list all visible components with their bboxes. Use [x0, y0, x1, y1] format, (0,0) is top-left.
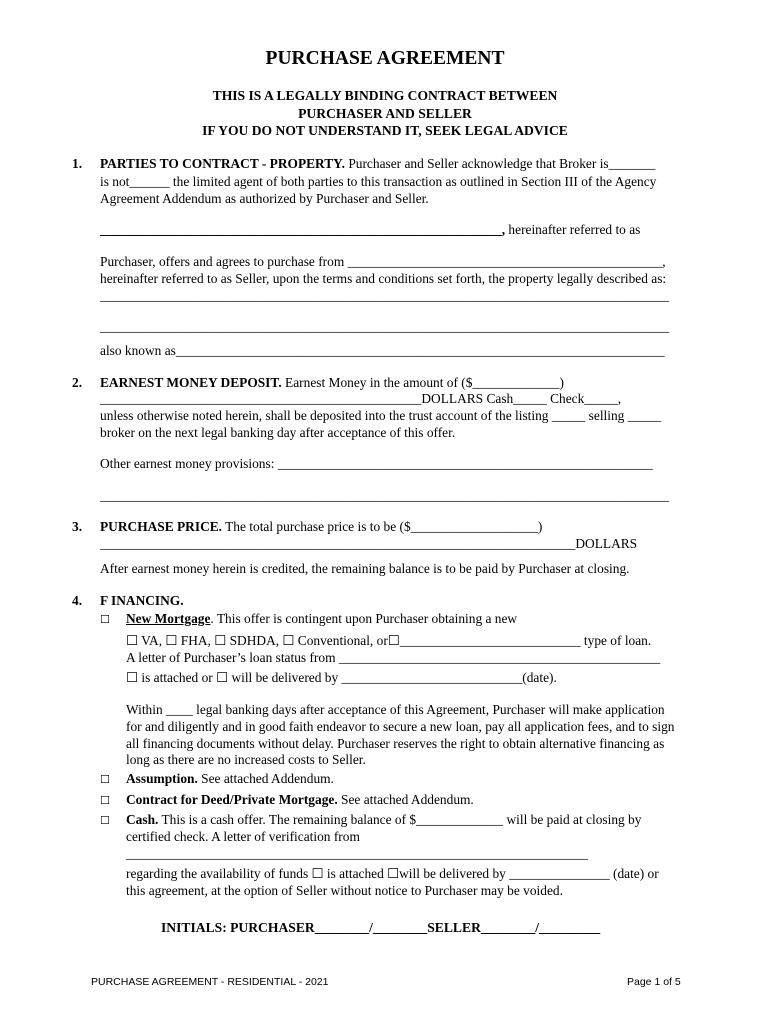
- assumption-checkbox-wrap: [100, 771, 110, 788]
- section-2-number: 2.: [72, 375, 83, 390]
- cash-label: Cash.: [126, 812, 159, 827]
- deed-line: [126, 792, 474, 808]
- earnest-amount-blank[interactable]: Earnest Money in the amount of ($_____________): [281, 375, 564, 390]
- new-mortgage-checkbox[interactable]: ☐: [100, 613, 110, 626]
- loan-status-line[interactable]: A letter of Purchaser’s loan status from ________________________________________________: [126, 650, 661, 665]
- subtitle-line-1: THIS IS A LEGALLY BINDING CONTRACT BETWEEN: [212, 88, 558, 103]
- new-mortgage-desc: . This offer is contingent upon Purchaser obtaining a new: [210, 611, 518, 626]
- deed-checkbox[interactable]: ☐: [100, 794, 110, 807]
- seller-line[interactable]: Purchaser, offers and agrees to purchase from _______________________________________________,: [100, 254, 666, 269]
- section-1-line-2: is not______ the limited agent of both parties to this transaction as outlined in Section III of the Agency: [100, 174, 657, 189]
- assumption-checkbox[interactable]: ☐: [100, 773, 110, 786]
- footer-form-name: PURCHASE AGREEMENT - RESIDENTIAL - 2021: [91, 976, 329, 988]
- section-2-line-1: [100, 375, 564, 391]
- also-known-as-line[interactable]: also known as_________________________________________________________________________: [100, 343, 665, 358]
- financing-heading: F INANCING.: [100, 593, 184, 608]
- section-4-number: 4.: [72, 593, 83, 608]
- subtitle-line-2: PURCHASER AND SELLER: [298, 106, 472, 121]
- section-2-line-4: broker on the next legal banking day after acceptance of this offer.: [100, 425, 456, 440]
- section-3-line-1: [100, 519, 542, 535]
- deed-checkbox-wrap: [100, 792, 110, 809]
- loan-status-delivery[interactable]: ☐ is attached or ☐ will be delivered by ___________________________(date).: [126, 670, 557, 685]
- section-1-text: Purchaser and Seller acknowledge that Broker is_______: [344, 156, 656, 171]
- legal-description-blank-1[interactable]: _____________________________________________________________________________________: [100, 288, 670, 303]
- voided-line: this agreement, at the option of Seller without notice to Purchaser may be voided.: [126, 883, 563, 898]
- within-line-1: Within ____ legal banking days after acceptance of this Agreement, Purchaser will make application: [126, 702, 665, 717]
- section-3-heading: PURCHASE PRICE.: [100, 519, 223, 534]
- new-mortgage-line: [100, 611, 110, 628]
- within-line-3: all financing documents without delay. Purchaser reserves the right to obtain alternative financing as: [126, 736, 665, 751]
- purchase-price-dollars[interactable]: _______________________________________________________________________DOLLARS: [100, 536, 638, 551]
- footer-page-number: Page 1 of 5: [627, 976, 681, 988]
- purchaser-name-line: [100, 222, 640, 238]
- section-1-heading: PARTIES TO CONTRACT - PROPERTY.: [100, 156, 345, 171]
- assumption-text: See attached Addendum.: [197, 771, 334, 786]
- section-1-line-3: Agreement Addendum as authorized by Purchaser and Seller.: [100, 191, 429, 206]
- section-2-heading: EARNEST MONEY DEPOSIT.: [100, 375, 282, 390]
- section-4-heading: [100, 593, 184, 609]
- document-title: PURCHASE AGREEMENT: [265, 48, 505, 69]
- earnest-dollars-line[interactable]: ________________________________________________DOLLARS Cash_____ Check_____,: [100, 391, 622, 406]
- subtitle-line-3: IF YOU DO NOT UNDERSTAND IT, SEEK LEGAL ADVICE: [202, 123, 568, 138]
- funds-availability-line[interactable]: regarding the availability of funds ☐ is attached ☐will be delivered by _______________ (date) or: [126, 866, 659, 881]
- section-2-line-3: unless otherwise noted herein, shall be deposited into the trust account of the listing _____ selling _____: [100, 408, 662, 423]
- section-3-line-3: After earnest money herein is credited, the remaining balance is to be paid by Purchaser at closing.: [100, 561, 630, 576]
- section-1-line-1: [100, 156, 656, 172]
- legal-description-blank-2[interactable]: _____________________________________________________________________________________: [100, 319, 670, 334]
- legal-description-caption: hereinafter referred to as Seller, upon the terms and conditions set forth, the property legally described as:: [100, 271, 667, 286]
- loan-types-line[interactable]: ☐ VA, ☐ FHA, ☐ SDHDA, ☐ Conventional, or☐___________________________ type of loan.: [126, 633, 652, 648]
- cash-verification-blank[interactable]: _____________________________________________________________________: [126, 846, 588, 861]
- assumption-label: Assumption.: [126, 771, 198, 786]
- purchaser-name-caption: hereinafter referred to as: [505, 222, 641, 237]
- assumption-line: [126, 771, 334, 787]
- section-1-number: 1.: [72, 156, 83, 171]
- purchase-price-blank[interactable]: The total purchase price is to be ($___________________): [222, 519, 543, 534]
- cash-checkbox-wrap: [100, 812, 110, 829]
- section-3-number: 3.: [72, 519, 83, 534]
- deed-text: See attached Addendum.: [337, 792, 474, 807]
- purchaser-name-blank[interactable]: ____________________________________________________________,: [100, 222, 506, 237]
- cash-verification-line: certified check. A letter of verification from: [126, 829, 360, 844]
- new-mortgage-label: New Mortgage: [126, 611, 211, 626]
- cash-line: [126, 812, 641, 828]
- other-earnest-blank[interactable]: _____________________________________________________________________________________: [100, 488, 670, 503]
- initials-line[interactable]: INITIALS: PURCHASER________/________SELLER________/_________: [161, 920, 601, 935]
- other-earnest-provisions[interactable]: Other earnest money provisions: ________________________________________________________: [100, 456, 653, 471]
- cash-text[interactable]: This is a cash offer. The remaining balance of $_____________ will be paid at closing by: [158, 812, 642, 827]
- cash-checkbox[interactable]: ☐: [100, 814, 110, 827]
- deed-label: Contract for Deed/Private Mortgage.: [126, 792, 338, 807]
- within-line-2: for and diligently and in good faith endeavor to secure a new loan, pay all application fees, and to sign: [126, 719, 675, 734]
- new-mortgage-text: [126, 611, 517, 627]
- within-line-4: long as there are no increased costs to Seller.: [126, 752, 366, 767]
